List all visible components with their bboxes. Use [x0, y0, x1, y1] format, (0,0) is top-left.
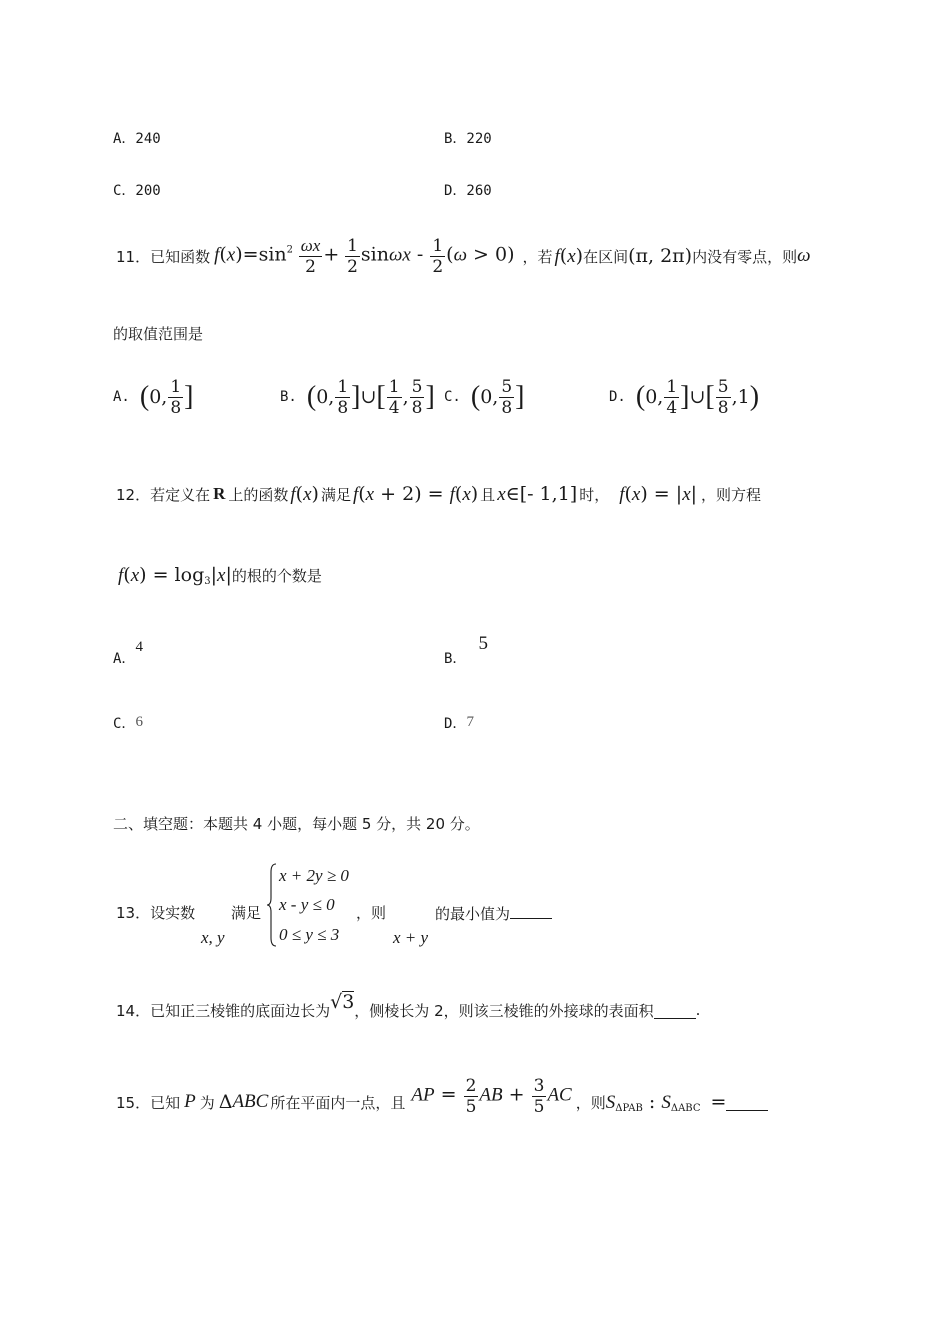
q13-constraint-2: x - y ≤ 0: [279, 895, 335, 914]
question-12-line1: 12．若定义在 R 上的函数 f(x) 满足 f(x + 2) = f(x) 且 x∈[- 1,1] 时， f(x) = |x| ，则方程: [116, 482, 762, 505]
option-a-q11: A. ( 0, $\frac{1}{8}$ ]: [113, 376, 194, 418]
q13-tail: 的最小值为: [435, 902, 552, 924]
q15-area-ratio: $S_{\Delta PAB}$ : $S_{\Delta ABC}$: [605, 1090, 701, 1114]
question-11-line1: 11．已知函数 $f(x)=\sin^2$ $\frac{\omega x}{2}$ + $\frac{1}{2}$ sinωx - $\frac{1}{2}$ (ω > 0) ，若 f(x) 在区间 (π, 2π) 内没有零点，则 ω: [116, 235, 811, 277]
option-b-q12: B．5: [444, 633, 488, 667]
q11-function-formula: $f(x)=\sin^2$ $\frac{\omega x}{2}$ + $\frac{1}{2}$ sinωx - $\frac{1}{2}$ (ω > 0): [214, 235, 515, 277]
question-14: 14．已知正三棱锥的底面边长为 √ 3 ，侧棱长为 2，则该三棱锥的外接球的表面积 .: [116, 991, 701, 1020]
option-a-q12: A．4: [113, 639, 143, 667]
option-b-q11: B. ( 0, $\frac{1}{8}$ ] ∪ [ $\frac{1}{4}$ , $\frac{5}{8}$ ]: [280, 376, 435, 418]
option-d-q12: D．7: [444, 714, 474, 732]
option-c-q10: C．200: [113, 183, 161, 199]
q14-sqrt3: √ 3: [330, 991, 355, 1013]
option-a-q10: A．240: [113, 131, 161, 147]
q13-brace: [266, 862, 278, 948]
option-c-q11: C. ( 0, $\frac{5}{8}$ ]: [444, 376, 525, 418]
q13-answer-blank[interactable]: [510, 902, 552, 919]
q15-vector-formula: AP = $\frac{2}{5}$ AB + $\frac{3}{5}$ AC: [411, 1075, 572, 1117]
q13-text-then: ，则: [356, 904, 387, 922]
q11-interval: (π, 2π): [628, 245, 693, 267]
q13-constraint-3: 0 ≤ y ≤ 3: [279, 925, 340, 944]
question-15: 15．已知 P 为 Δ ABC 所在平面内一点，且 AP = $\frac{2}{5}$ AB + $\frac{3}{5}$ AC ，则 $S_{\Delta PAB}$ : $S_{\Delta ABC}$ =: [116, 1074, 768, 1130]
q13-number: 13．设实数: [116, 904, 196, 922]
q13-expression: x + y: [393, 928, 429, 947]
question-12-line2: $f(x) = \log_3|x|$ 的根的个数是: [118, 563, 322, 587]
q12-abs-formula: f(x) = |x|: [619, 482, 698, 505]
q13-text-satisfies: 满足: [231, 904, 262, 922]
option-b-q10: B．220: [444, 131, 492, 147]
q14-answer-blank[interactable]: [654, 1002, 696, 1019]
q11-number: 11．已知函数: [116, 247, 211, 266]
q15-answer-blank[interactable]: [726, 1094, 768, 1111]
section-2-heading: 二、填空题：本题共 4 小题，每小题 5 分，共 20 分。: [113, 815, 480, 833]
option-d-q11: D. ( 0, $\frac{1}{4}$ ] ∪ [ $\frac{5}{8}$ ,1 ): [609, 376, 760, 418]
q12-log-formula: $f(x) = \log_3|x|$: [118, 563, 232, 587]
question-11-line2: 的取值范围是: [113, 325, 204, 343]
q13-constraint-1: x + 2y ≥ 0: [279, 866, 349, 885]
q13-variables: x, y: [201, 928, 225, 947]
option-d-q10: D．260: [444, 183, 492, 199]
q12-periodic-formula: f(x + 2) = f(x): [352, 482, 479, 505]
option-c-q12: C．6: [113, 714, 143, 732]
q12-domain-formula: x∈[- 1,1]: [497, 482, 578, 505]
